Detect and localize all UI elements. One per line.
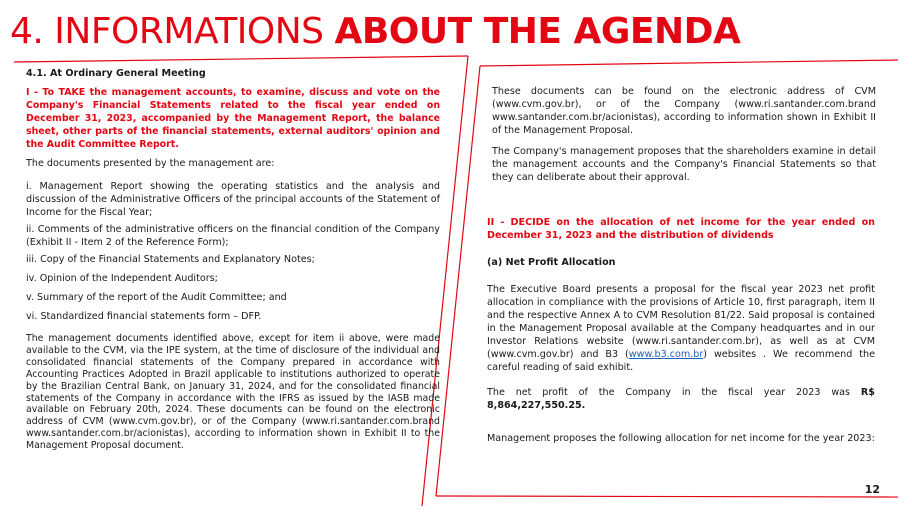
- subheading-net-profit-allocation: (a) Net Profit Allocation: [487, 257, 616, 268]
- b3-link[interactable]: www.b3.com.br: [628, 349, 704, 360]
- executive-board-paragraph: The Executive Board presents a proposal for the fiscal year 2023 net profit allocation in compliance with the provisions of Article 10, first paragraph, item II and the respective Annex A to CVM Resolution 81/22. Said proposal is contained in the Management Proposal available at the Company headquartes and in our Investor Relations website (www.ri.santander.com.br), as well as at CVM (www.cvm.gov.br) and B3 (www.b3.com.br) websites . We recommend the careful reading of said exhibit.: [487, 284, 875, 373]
- list-item: iii. Copy of the Financial Statements and Explanatory Notes;: [26, 254, 315, 265]
- list-item: i. Management Report showing the operating statistics and the analysis and discussion of the Administrative Officers of the principal accounts of the Statement of Income for the Fiscal Year;: [26, 181, 440, 218]
- management-proposal-paragraph: The Company's management proposes that the shareholders examine in detail the management accounts and the Company's Financial Statements so that they can deliberate about their approval.: [492, 146, 876, 183]
- page-number: 12: [864, 483, 880, 496]
- documents-intro: The documents presented by the management are:: [26, 158, 275, 169]
- documents-paragraph: The management documents identified above, except for item ii above, were made available to the CVM, via the IPE system, at the time of disclosure of the individual and consolidated financial statements of the Company prepared in accordance with Accounting Practices Adopted in Brazil applicable to institutions authorized to operate by the Brazilian Central Bank, on January 31, 2024, and for the consolidated financial statements of the Company in accordance with the IFRS as issued by the IASB made available on February 20th, 2024. These documents can be found on the electronic address of CVM (www.cvm.gov.br), or of the Company (www.ri.santander.com.brand www.santander.com.br/acionistas), according to information shown in Exhibit II to the Management Proposal document.: [26, 333, 440, 452]
- list-item: ii. Comments of the administrative officers on the financial condition of the Company (Exhibit II - Item 2 of the Reference Form);: [26, 224, 440, 248]
- list-item: v. Summary of the report of the Audit Committee; and: [26, 292, 287, 303]
- right-column-bottom: [487, 216, 875, 445]
- agenda-item-ii: II - DECIDE on the allocation of net income for the year ended on December 31, 2023 and the distribution of dividends: [487, 217, 875, 241]
- net-profit-value: R$ 8,864,227,550.25.: [487, 387, 875, 411]
- list-item: iv. Opinion of the Independent Auditors;: [26, 273, 218, 284]
- left-column: [26, 67, 440, 452]
- page-title: 4. INFORMATIONS ABOUT THE AGENDA: [10, 11, 741, 52]
- agenda-item-i: I - To TAKE the management accounts, to examine, discuss and vote on the Company's Financial Statements related to the fiscal year ended on December 31, 2023, accompanied by the Management Report, the balance sheet, other parts of the financial statements, external auditors' opinion and the Audit Committee Report.: [26, 87, 440, 150]
- documents-location-paragraph: These documents can be found on the electronic address of CVM (www.cvm.gov.br), or of the Company (www.ri.santander.com.brand www.santander.com.br/acionistas), according to information shown in Exhibit II of the Management Proposal.: [492, 86, 876, 136]
- allocation-intro-paragraph: Management proposes the following allocation for net income for the year 2023:: [487, 433, 875, 444]
- right-column-top: [492, 85, 876, 184]
- section-heading: 4.1. At Ordinary General Meeting: [26, 68, 206, 79]
- list-item: vi. Standardized financial statements form – DFP.: [26, 311, 262, 322]
- net-profit-paragraph: The net profit of the Company in the fiscal year 2023 was R$ 8,864,227,550.25.: [487, 387, 875, 411]
